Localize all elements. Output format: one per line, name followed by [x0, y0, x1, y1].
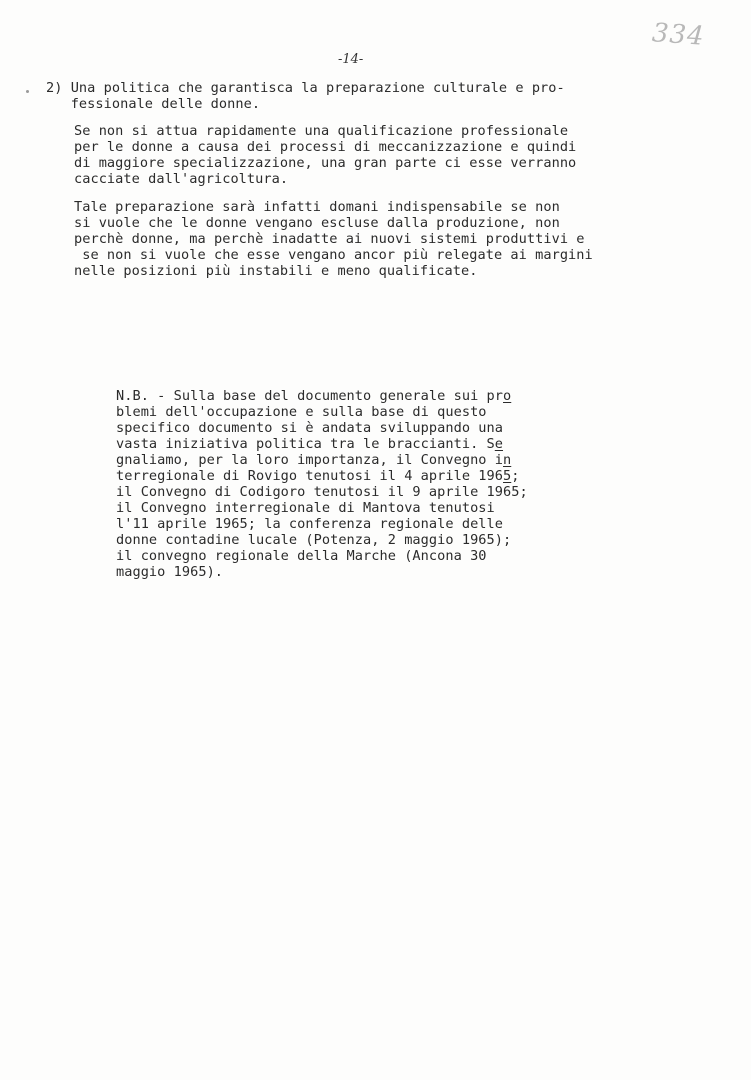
text-line: si vuole che le donne vengano escluse dalla produzione, non — [74, 215, 560, 231]
nb-line: N.B. - Sulla base del documento generale sui pro — [116, 388, 512, 404]
text-line: fessionale delle donne. — [46, 96, 261, 112]
text-line: di maggiore specializzazione, una gran parte ci esse verranno — [74, 155, 577, 171]
nb-line: terregionale di Rovigo tenutosi il 4 aprile 1965; — [116, 468, 520, 484]
text-line: cacciate dall'agricoltura. — [74, 171, 289, 187]
nb-line: l'11 aprile 1965; la conferenza regionale delle — [116, 516, 504, 532]
margin-mark — [26, 90, 29, 93]
text-line: 2) Una politica che garantisca la preparazione culturale e pro- — [46, 80, 565, 96]
nb-line: vasta iniziativa politica tra le braccianti. Se — [116, 436, 504, 452]
nb-line: il Convegno interregionale di Mantova tenutosi — [116, 500, 495, 516]
nb-line: maggio 1965). — [116, 564, 224, 580]
nb-line: blemi dell'occupazione e sulla base di questo — [116, 404, 487, 420]
text-line: nelle posizioni più instabili e meno qualificate. — [74, 263, 478, 279]
nb-line: gnaliamo, per la loro importanza, il Convegno in — [116, 452, 512, 468]
text-line: per le donne a causa dei processi di meccanizzazione e quindi — [74, 139, 577, 155]
nb-line: specifico documento si è andata sviluppando una — [116, 420, 504, 436]
text-line: perchè donne, ma perchè inadatte ai nuovi sistemi produttivi e — [74, 231, 585, 247]
nb-line: donne contadine lucale (Potenza, 2 maggio 1965); — [116, 532, 512, 548]
text-line: Tale preparazione sarà infatti domani indispensabile se non — [74, 199, 560, 215]
archive-number: 334 — [651, 18, 706, 52]
text-line: se non si vuole che esse vengano ancor più relegate ai margini — [74, 247, 593, 263]
text-line: Se non si attua rapidamente una qualificazione professionale — [74, 123, 569, 139]
nb-line: il convegno regionale della Marche (Ancona 30 — [116, 548, 487, 564]
nb-line: il Convegno di Codigoro tenutosi il 9 aprile 1965; — [116, 484, 528, 500]
page-number: -14- — [338, 52, 364, 67]
